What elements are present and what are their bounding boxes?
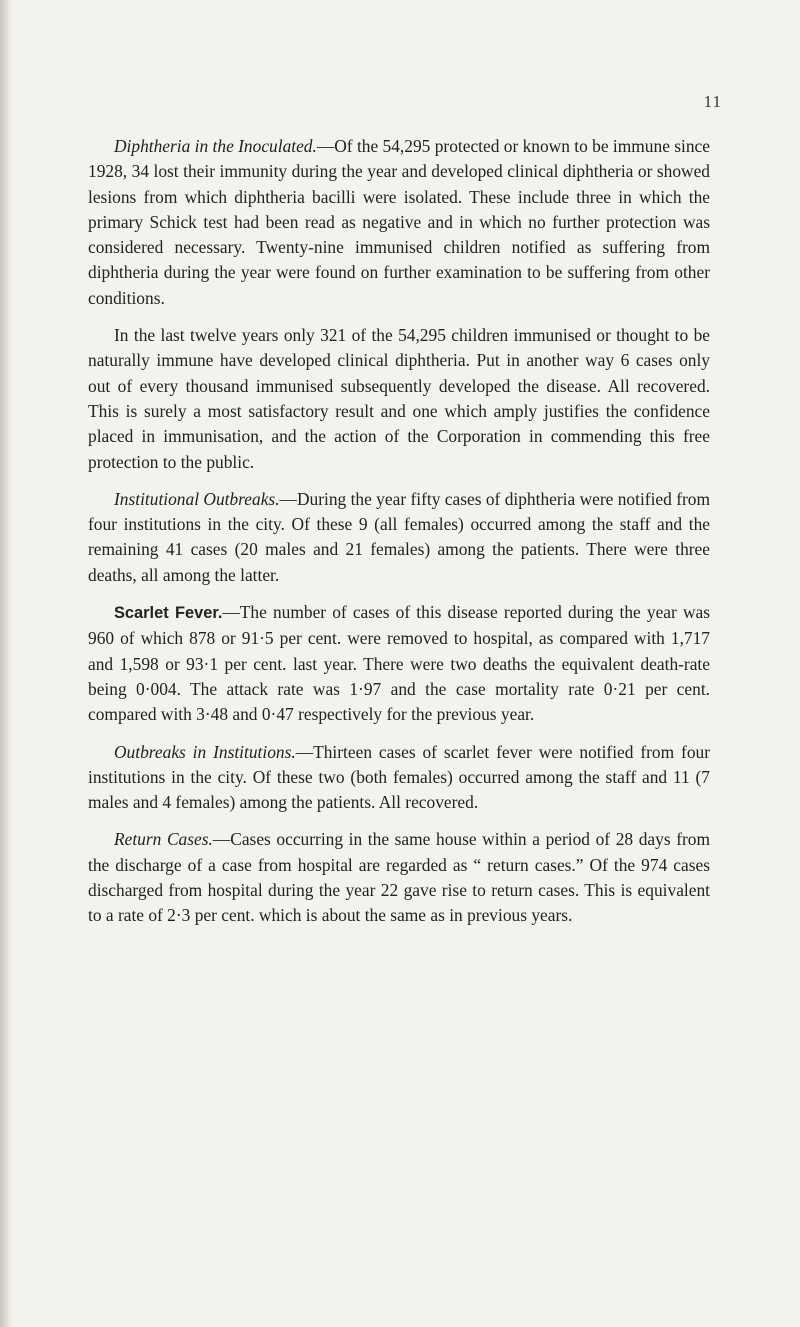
paragraph-lead: Diphtheria in the Inoculated. [114,136,317,156]
paragraph-text: —Of the 54,295 protected or known to be immune since 1928, 34 lost their immunity during the year and developed clinical diphtheria or showed lesions from which diphtheria bacilli were isolated. These include three in which the primary Schick test had been read as negative and in which no further protection was considered necessary. Twenty-nine immunised children notified as suffering from diphtheria during the year were found on further examination to be suffering from other conditions. [88,136,710,308]
paragraph-lead: Return Cases. [114,829,213,850]
paragraph-lead: Outbreaks in Institutions. [114,741,296,762]
paragraph-text: In the last twelve years only 321 of the 54,295 children immunised or thought to be naturally immune have developed clinical diphtheria. Put in another way 6 cases only out of every thousand immunised subsequently developed the disease. All recovered. This is surely a most satisfactory result and one which amply justifies the confidence placed in immunisation, and the action of the Corporation in commending this free protection to the public. [88,325,710,472]
paragraph-text: —During the year fifty cases of diphtheria were notified from four institutions in the city. Of these 9 (all females) occurred among the staff and the remaining 41 cases (20 males and 21 females) among the patients. There were three deaths, all among the latter. [88,488,710,585]
paragraph-scarlet-fever [88,600,710,727]
paragraph-text: —The number of cases of this disease reported during the year was 960 of which 878 or 91·5 per cent. were removed to hospital, as compared with 1,717 and 1,598 or 93·1 per cent. last year. There were two deaths the equivalent death-rate being 0·004. The attack rate was 1·97 and the case mortality rate 0·21 per cent. compared with 3·48 and 0·47 respectively for the previous year. [88,602,710,725]
section-heading: Scarlet Fever. [114,604,223,623]
paragraph-outbreaks-institutions [88,740,710,816]
paragraph-text: —Cases occurring in the same house within a period of 28 days from the discharge of a case from hospital are regarded as “ return cases.” Of the 974 cases discharged from hospital during the year 22 gave rise to return cases. This is equivalent to a rate of 2·3 per cent. which is about the same as in previous years. [88,829,710,926]
paragraph-text: —Thirteen cases of scarlet fever were notified from four institutions in the city. Of these two (both females) occurred among the staff and 11 (7 males and 4 females) among the patients. All recovered. [88,741,711,813]
page-gutter-shadow [0,0,14,1327]
page-number: 11 [703,92,722,111]
paragraph-return-cases [88,827,710,928]
paragraph-lead: Institutional Outbreaks. [114,488,280,509]
document-body [88,134,710,941]
paragraph-institutional-outbreaks [88,487,710,588]
paragraph-twelve-years [88,323,710,475]
paragraph-diphtheria-inoculated [88,134,710,311]
